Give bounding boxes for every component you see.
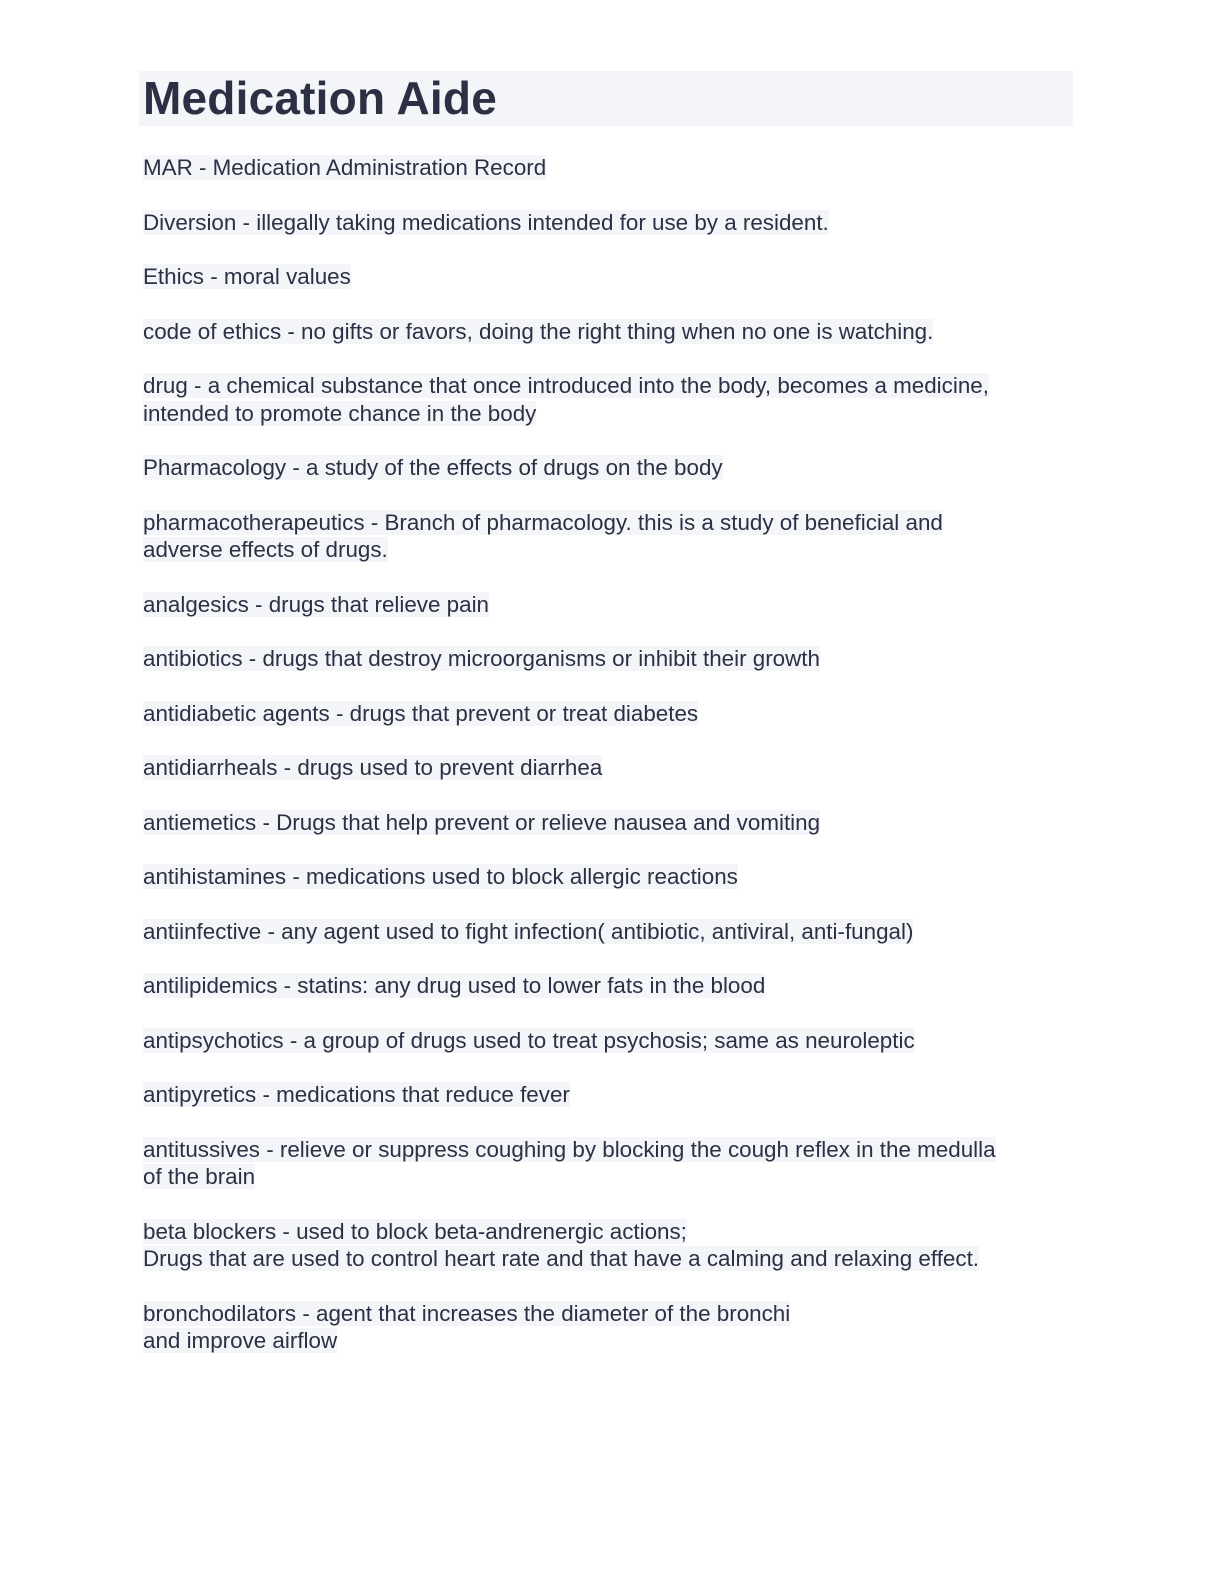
- entry-text: Pharmacology - a study of the effects of drugs on the body: [143, 455, 723, 480]
- entry-text: antiemetics - Drugs that help prevent or relieve nausea and vomiting: [143, 809, 821, 835]
- glossary-entry: [143, 372, 1073, 427]
- entry-line: [143, 645, 1073, 673]
- entry-text: antihistamines - medications used to block allergic reactions: [143, 864, 738, 889]
- entry-text: code of ethics - no gifts or favors, doing the right thing when no one is watching.: [143, 318, 934, 344]
- entry-line: [143, 754, 1073, 782]
- glossary-entry: [143, 318, 1073, 346]
- glossary-entry: [143, 972, 1073, 1000]
- entry-text: antidiabetic agents - drugs that prevent or treat diabetes: [143, 700, 699, 726]
- glossary-entry: [143, 591, 1073, 619]
- glossary-entry: [143, 754, 1073, 782]
- entry-text: antibiotics - drugs that destroy microorganisms or inhibit their growth: [143, 646, 820, 671]
- entry-line: [143, 1081, 1073, 1109]
- entry-line: [143, 454, 1073, 482]
- glossary-entry: [143, 209, 1073, 237]
- glossary-list: [139, 154, 1073, 1355]
- glossary-entry: [143, 454, 1073, 482]
- entry-line: [143, 591, 1073, 619]
- entry-line: [143, 918, 1073, 946]
- glossary-entry: [143, 700, 1073, 728]
- entry-text: beta blockers - used to block beta-andrenergic actions;: [143, 1218, 687, 1244]
- glossary-entry: [143, 809, 1073, 837]
- glossary-entry: [143, 918, 1073, 946]
- entry-line: [143, 154, 1073, 182]
- entry-text: MAR - Medication Administration Record: [143, 155, 547, 180]
- entry-line: [143, 536, 1073, 564]
- entry-text: antitussives - relieve or suppress coughing by blocking the cough reflex in the medulla: [143, 1136, 996, 1162]
- glossary-entry: [143, 863, 1073, 891]
- entry-text: Diversion - illegally taking medications intended for use by a resident.: [143, 209, 829, 235]
- entry-line: [143, 318, 1073, 346]
- entry-line: [143, 372, 1073, 400]
- entry-line: [143, 209, 1073, 237]
- entry-line: [143, 700, 1073, 728]
- entry-line: [143, 509, 1073, 537]
- entry-text: analgesics - drugs that relieve pain: [143, 591, 490, 617]
- entry-text: intended to promote chance in the body: [143, 400, 537, 426]
- entry-text: of the brain: [143, 1164, 256, 1189]
- glossary-entry: [143, 645, 1073, 673]
- entry-text: drug - a chemical substance that once introduced into the body, becomes a medicine,: [143, 373, 989, 398]
- glossary-entry: [143, 1027, 1073, 1055]
- entry-line: [143, 1218, 1073, 1246]
- entry-line: [143, 1327, 1073, 1355]
- entry-line: [143, 400, 1073, 428]
- entry-line: [143, 1163, 1073, 1191]
- entry-line: [143, 1027, 1073, 1055]
- entry-text: and improve airflow: [143, 1328, 338, 1353]
- entry-text: bronchodilators - agent that increases the diameter of the bronchi: [143, 1300, 791, 1326]
- entry-line: [143, 972, 1073, 1000]
- entry-line: [143, 1245, 1073, 1273]
- glossary-entry: [143, 263, 1073, 291]
- entry-line: [143, 863, 1073, 891]
- title-bar: [139, 71, 1073, 126]
- entry-text: pharmacotherapeutics - Branch of pharmacology. this is a study of beneficial and: [143, 509, 943, 535]
- page-title: Medication Aide: [143, 72, 497, 124]
- entry-text: antipyretics - medications that reduce fever: [143, 1082, 570, 1107]
- entry-text: antilipidemics - statins: any drug used to lower fats in the blood: [143, 973, 766, 998]
- entry-text: antidiarrheals - drugs used to prevent diarrhea: [143, 755, 603, 780]
- entry-text: antipsychotics - a group of drugs used to treat psychosis; same as neuroleptic: [143, 1027, 915, 1053]
- document-page: [139, 71, 1073, 1382]
- entry-text: Drugs that are used to control heart rate and that have a calming and relaxing effect.: [143, 1246, 980, 1271]
- entry-line: [143, 1136, 1073, 1164]
- glossary-entry: [143, 509, 1073, 564]
- glossary-entry: [143, 1081, 1073, 1109]
- entry-text: Ethics - moral values: [143, 264, 351, 289]
- entry-text: antiinfective - any agent used to fight infection( antibiotic, antiviral, anti-fungal): [143, 918, 914, 944]
- glossary-entry: [143, 1300, 1073, 1355]
- entry-text: adverse effects of drugs.: [143, 537, 388, 562]
- entry-line: [143, 263, 1073, 291]
- glossary-entry: [143, 154, 1073, 182]
- entry-line: [143, 1300, 1073, 1328]
- entry-line: [143, 809, 1073, 837]
- glossary-entry: [143, 1218, 1073, 1273]
- glossary-entry: [143, 1136, 1073, 1191]
